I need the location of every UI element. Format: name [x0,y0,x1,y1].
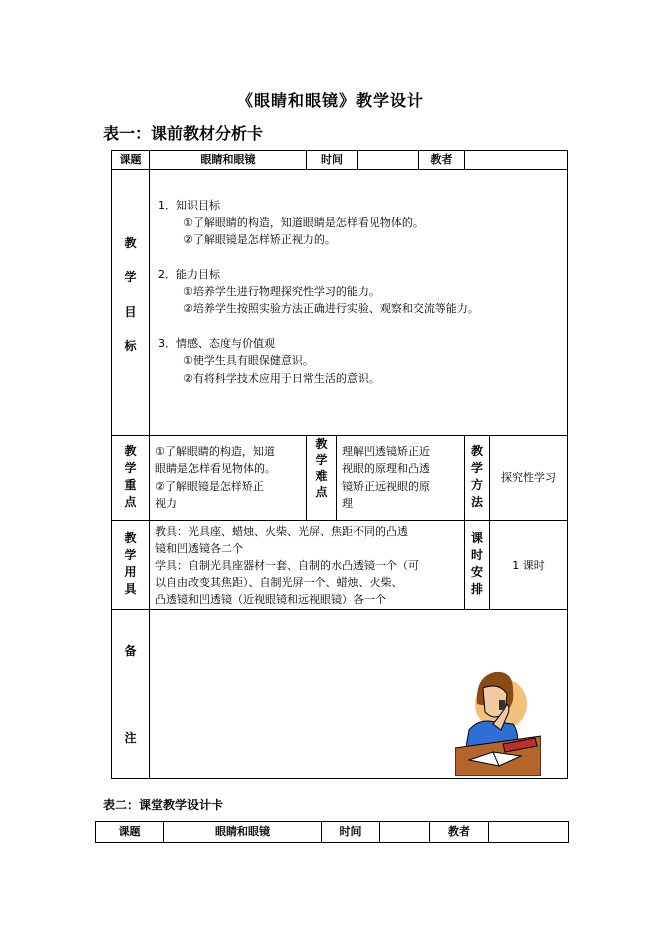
tools-label: 教 学 用 具 [124,531,137,596]
key-label: 教 学 重 点 [124,444,137,509]
tools-line: 镜和凹透镜各二个 [155,542,243,555]
t2-teacher-label: 教者 [448,825,470,838]
teacher-reading-clipart-icon [455,664,541,776]
t2-time-label: 时间 [339,825,362,838]
objective-heading-1: 1．知识目标 [158,199,220,212]
tools-line: 学具：自制光具座器材一套、自制的水凸透镜一个（可 [155,559,419,572]
tools-line: 以自由改变其焦距）、自制光屏一个、蜡烛、火柴、 [155,576,403,589]
objectives-label-4: 标 [124,339,137,353]
lesson-label: 课题 [119,153,142,166]
objectives-label-1: 教 [124,236,137,250]
notes-label-top: 备 [124,644,137,658]
objectives-label-2: 学 [124,270,137,284]
objectives-label-3: 目 [124,305,137,319]
section1-heading: 表一：课前教材分析卡 [103,124,264,143]
tools-line: 教具：光具座、蜡烛、火柴、光屏、焦距不同的凸透 [155,525,408,538]
lesson-value: 眼睛和眼镜 [200,153,256,166]
time-label: 时间 [321,153,343,166]
document-title: 《眼睛和眼镜》教学设计 [236,91,424,110]
difficulty-line: 镜矫正远视眼的原 [342,480,430,493]
objective-item: ②了解眼镜是怎样矫正视力的。 [183,233,336,246]
key-line: 视力 [155,497,177,510]
objective-heading-2: 2．能力目标 [158,268,220,281]
key-line: ①了解眼睛的构造，知道 [155,445,275,458]
objective-item: ①使学生具有眼保健意识。 [183,354,314,367]
difficulty-line: 理 [342,497,353,510]
t2-lesson-label: 课题 [118,825,141,838]
notes-label-bottom: 注 [124,731,137,745]
t2-lesson-value: 眼睛和眼镜 [215,825,270,838]
schedule-label: 课 时 安 排 [470,531,483,596]
method-value: 探究性学习 [501,471,556,484]
objective-item: ②有将科学技术应用于日常生活的意识。 [183,372,380,385]
difficulty-line: 视眼的原理和凸透 [342,462,430,475]
objective-heading-3: 3．情感、态度与价值观 [158,337,275,350]
key-line: ②了解眼镜是怎样矫正 [155,480,264,493]
method-label: 教 学 方 法 [470,444,483,509]
section2-heading: 表二：课堂教学设计卡 [103,798,224,812]
tools-line: 凸透镜和凹透镜（近视眼镜和远视眼镜）各一个 [155,593,386,606]
objective-item: ①培养学生进行物理探究性学习的能力。 [183,285,380,298]
teacher-label: 教者 [430,153,453,166]
schedule-value: 1 课时 [512,559,545,572]
objective-item: ②培养学生按照实验方法正确进行实验、观察和交流等能力。 [183,302,479,315]
objective-item: ①了解眼睛的构造，知道眼睛是怎样看见物体的。 [183,216,424,229]
difficulty-line: 理解凹透镜矫正近 [342,445,430,458]
key-line: 眼睛是怎样看见物体的。 [155,462,276,475]
difficulty-label: 教 学 难 点 [315,437,328,499]
